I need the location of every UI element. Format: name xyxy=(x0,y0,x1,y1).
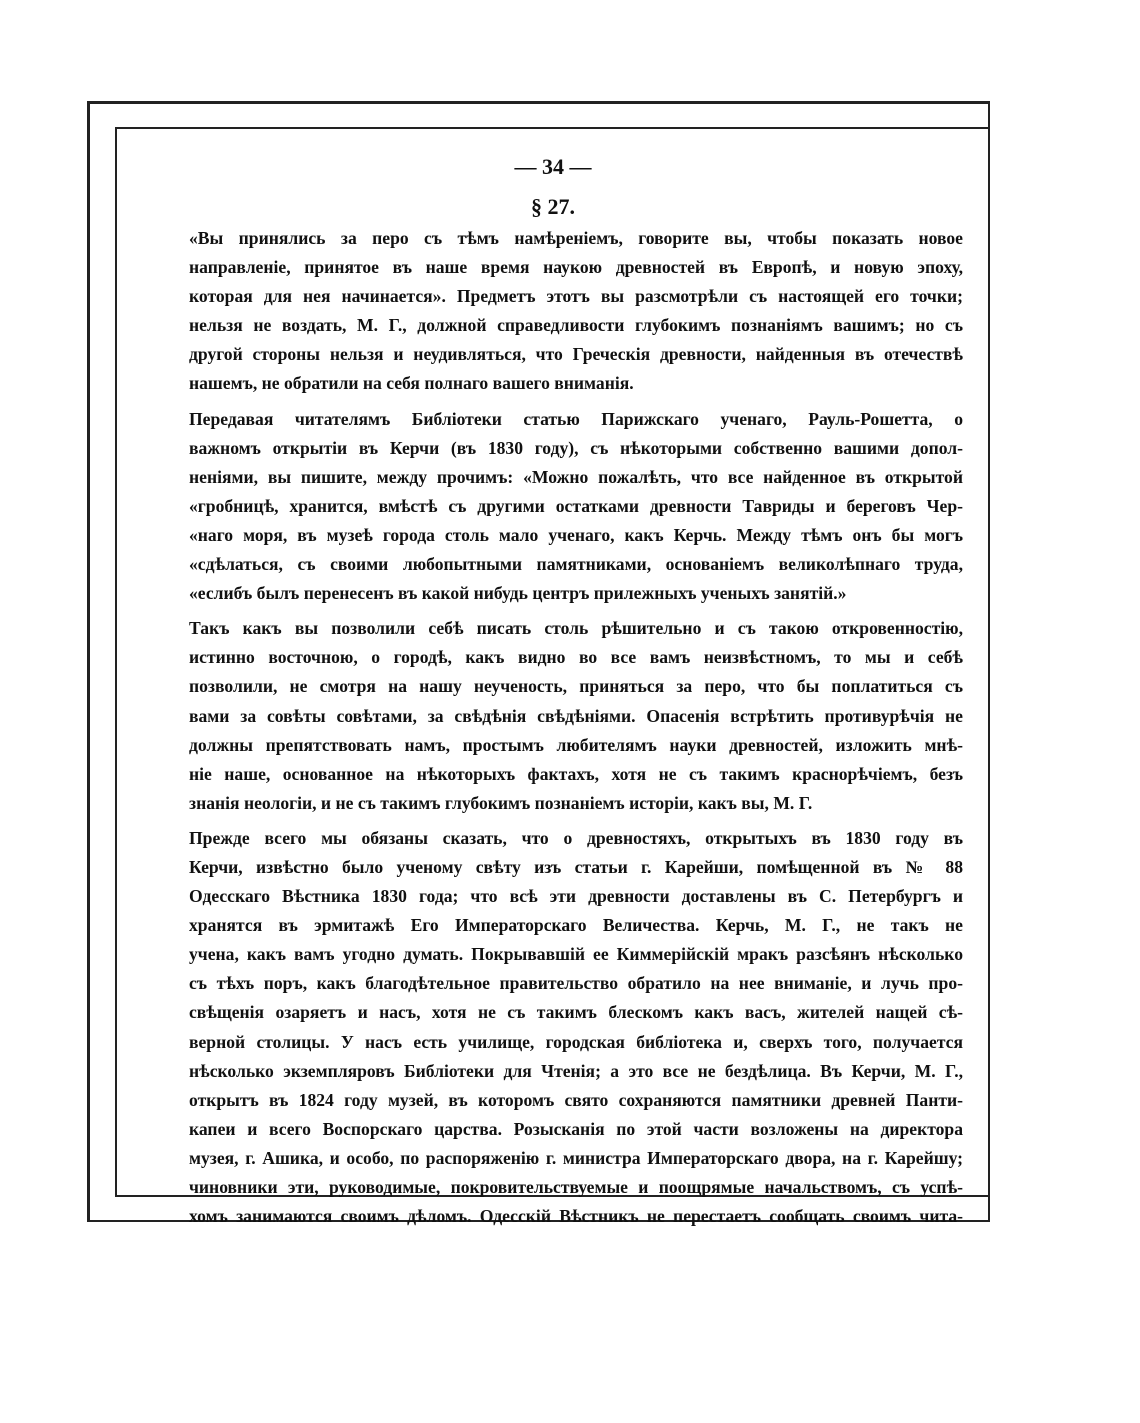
text-line: знанія неологіи, и не съ такимъ глубокимъ познаніемъ исторіи, какъ вы, М. Г. xyxy=(189,792,813,813)
page-number: — 34 — xyxy=(514,154,592,179)
section-title: § 27. xyxy=(531,194,575,219)
text-line: нѣсколько экземпляровъ Библіотеки для Чтенія; а это все не бездѣлица. Въ Керчи, М. Г., xyxy=(189,1060,963,1081)
text-line: «сдѣлаться, съ своими любопытными памятниками, основаніемъ великолѣпнаго труда, xyxy=(189,554,963,575)
paragraph-2 xyxy=(143,405,963,609)
text-line: Керчи, извѣстно было ученому свѣту изъ статьи г. Карейши, помѣщенной въ № 88 xyxy=(189,856,963,877)
text-line: которая для нея начинается». Предметъ этотъ вы разсмотрѣли съ настоящей его точки; xyxy=(189,286,963,307)
text-line: хранятся въ эрмитажѣ Его Императорскаго Величества. Керчь, М. Г., не такъ не xyxy=(189,915,963,936)
text-line: Передавая читателямъ Библіотеки статью Парижскаго ученаго, Рауль-Рошетта, о xyxy=(189,408,963,429)
text-line: ніе наше, основанное на нѣкоторыхъ фактахъ, хотя не съ такимъ краснорѣчіемъ, безъ xyxy=(189,763,963,784)
text-line: «Вы принялись за перо съ тѣмъ намѣреніемъ, говорите вы, чтобы показать новое xyxy=(189,228,963,248)
text-line: вами за совѣты совѣтами, за свѣдѣнія свѣдѣніями. Опасенія встрѣтить противурѣчія не xyxy=(189,705,963,726)
paragraph-1 xyxy=(143,224,963,399)
text-line: должны препятствовать намъ, простымъ любителямъ науки древностей, изложить мнѣ- xyxy=(189,734,963,755)
page-content xyxy=(143,150,963,1237)
paragraph-3 xyxy=(143,614,963,818)
text-line: «еслибъ былъ перенесенъ въ какой нибудь центръ прилежныхъ ученыхъ занятій.» xyxy=(189,583,847,604)
text-line: Прежде всего мы обязаны сказать, что о древностяхъ, открытыхъ въ 1830 году въ xyxy=(189,827,963,848)
text-line: «наго моря, въ музеѣ города столь мало ученаго, какъ Керчь. Между тѣмъ онъ бы могъ xyxy=(189,524,963,545)
text-line: истинно восточною, о городѣ, какъ видно во все вамъ неизвѣстномъ, то мы и себѣ xyxy=(189,647,963,668)
text-line: нашемъ, не обратили на себя полнаго вашего вниманія. xyxy=(189,373,634,394)
text-line: важномъ открытіи въ Керчи (въ 1830 году), съ нѣкоторыми собственно вашими допол- xyxy=(189,437,963,458)
text-line: капеи и всего Воспорскаго царства. Розысканія по этой части возложены на директора xyxy=(189,1118,963,1139)
text-line: Такъ какъ вы позволили себѣ писать столь рѣшительно и съ такою откровенностію, xyxy=(189,618,963,639)
text-line: хомъ занимаются своимъ дѣломъ. Одесскій Вѣстникъ не перестаетъ сообщать своимъ чита- xyxy=(189,1206,963,1227)
text-line: неніями, вы пишите, между прочимъ: «Можно пожалѣть, что все найденное въ открытой xyxy=(189,466,963,487)
text-line: позволили, не смотря на нашу неученость, приняться за перо, что бы поплатиться съ xyxy=(189,676,963,697)
text-line: свѣщенія озаряетъ и насъ, хотя не съ такимъ блескомъ какъ васъ, жителей нащей сѣ- xyxy=(189,1002,963,1023)
text-line: чиновники эти, руководимые, покровительствуемые и поощрямые начальствомъ, съ успѣ- xyxy=(189,1177,963,1197)
text-line: другой стороны нельзя и неудивляться, что Греческія древности, найденныя въ отечествѣ xyxy=(189,344,963,365)
text-line: съ тѣхъ поръ, какъ благодѣтельное правительство обратило на нее вниманіе, и лучь про- xyxy=(189,973,963,994)
text-line: Одесскаго Вѣстника 1830 года; что всѣ эти древности доставлены въ С. Петербургъ и xyxy=(189,886,963,907)
text-line: верной столицы. У насъ есть училище, городская библіотека и, сверхъ того, получается xyxy=(189,1031,963,1052)
text-line: направленіе, принятое въ наше время наукою древностей въ Европѣ, и новую эпоху, xyxy=(189,257,963,278)
text-line: «гробницѣ, хранится, вмѣстѣ съ другими остатками древности Тавриды и береговъ Чер- xyxy=(189,495,963,516)
text-line: учена, какъ вамъ угодно думать. Покрывавшій ее Киммерійскій мракъ разсѣянъ нѣсколько xyxy=(189,944,963,965)
text-line: нельзя не воздать, М. Г., должной справедливости глубокимъ познаніямъ вашимъ; но съ xyxy=(189,315,963,336)
paragraph-4 xyxy=(143,824,963,1231)
text-line: открытъ въ 1824 году музей, въ которомъ свято сохраняются памятники древней Панти- xyxy=(189,1089,963,1110)
text-line: музея, г. Ашика, и особо, по распоряженію г. министра Императорскаго двора, на г. Карейшу; xyxy=(189,1147,963,1168)
